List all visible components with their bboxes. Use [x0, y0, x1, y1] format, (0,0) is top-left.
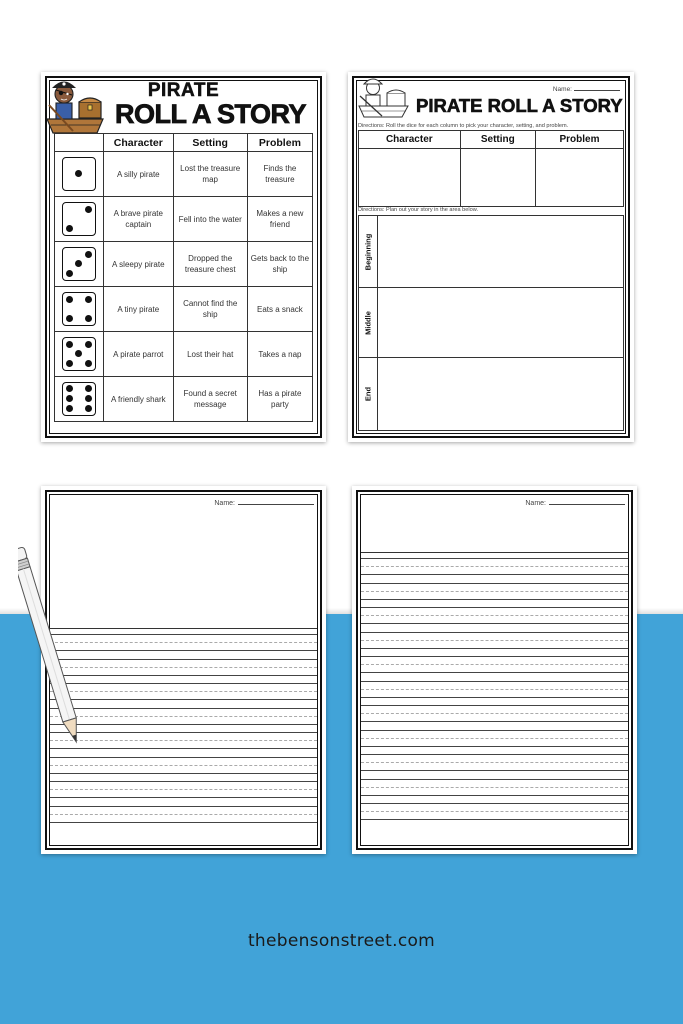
writing-line[interactable] [50, 683, 317, 708]
name-label: Name: [525, 500, 546, 507]
plan-row-beginning[interactable] [359, 216, 623, 288]
header-setting: Setting [173, 134, 247, 152]
name-field[interactable] [553, 86, 620, 93]
die-one-icon [62, 157, 96, 191]
character-cell: A silly pirate [104, 152, 174, 197]
character-cell: A friendly shark [104, 377, 174, 422]
die-column-header [55, 134, 104, 152]
writing-line[interactable] [361, 754, 628, 779]
plan-row-end[interactable] [359, 358, 623, 430]
table-row [55, 197, 313, 242]
roll-a-story-sheet [41, 72, 326, 442]
writing-line[interactable] [50, 708, 317, 733]
name-field[interactable] [214, 500, 314, 507]
plan-label-end: End [363, 386, 373, 402]
handwriting-lines[interactable] [361, 558, 628, 828]
writing-line[interactable] [361, 607, 628, 632]
problem-cell: Takes a nap [247, 332, 312, 377]
writing-sheet-with-picture-box [41, 486, 326, 854]
character-cell: A pirate parrot [104, 332, 174, 377]
header-problem: Problem [247, 134, 312, 152]
sheet-title-top: PIRATE [147, 80, 220, 101]
writing-line[interactable] [361, 583, 628, 608]
story-planner-sheet [348, 72, 634, 442]
writing-line[interactable] [361, 656, 628, 681]
directions-pick: Directions: Roll the dice for each column to pick your character, setting, and problem. [358, 123, 569, 129]
table-row [55, 152, 313, 197]
character-cell: A sleepy pirate [104, 242, 174, 287]
setting-cell: Fell into the water [173, 197, 247, 242]
setting-cell: Found a secret message [173, 377, 247, 422]
writing-line[interactable] [50, 757, 317, 782]
writing-line[interactable] [50, 781, 317, 806]
problem-cell: Has a pirate party [247, 377, 312, 422]
problem-cell: Gets back to the ship [247, 242, 312, 287]
handwriting-lines[interactable] [50, 634, 317, 830]
directions-plan: Directions: Plan out your story in the area below. [358, 207, 479, 213]
writing-line[interactable] [361, 803, 628, 828]
story-plan-box [358, 215, 624, 431]
header-character: Character [359, 131, 461, 149]
website-url[interactable]: thebensonstreet.com [247, 931, 436, 951]
plan-label-beginning: Beginning [363, 233, 373, 271]
header-problem: Problem [536, 131, 624, 149]
die-two-icon [62, 202, 96, 236]
name-label: Name: [214, 500, 235, 507]
roll-table [54, 133, 313, 422]
writing-line[interactable] [361, 779, 628, 804]
name-label: Name: [552, 86, 572, 93]
die-four-icon [62, 292, 96, 326]
plan-label-middle: Middle [363, 311, 373, 335]
writing-sheet-lined [352, 486, 637, 854]
header-character: Character [104, 134, 174, 152]
pirate-boat-icon [356, 76, 412, 120]
writing-line[interactable] [361, 558, 628, 583]
table-row [55, 287, 313, 332]
die-five-icon [62, 337, 96, 371]
writing-line[interactable] [361, 632, 628, 657]
header-divider [361, 552, 628, 553]
writing-line[interactable] [50, 806, 317, 831]
setting-answer-box[interactable] [460, 149, 535, 207]
writing-line[interactable] [361, 681, 628, 706]
pencil-icon [18, 546, 78, 751]
plan-row-middle[interactable] [359, 288, 623, 358]
die-three-icon [62, 247, 96, 281]
writing-line[interactable] [361, 730, 628, 755]
table-row [55, 332, 313, 377]
header-setting: Setting [460, 131, 535, 149]
setting-cell: Lost the treasure map [173, 152, 247, 197]
writing-line[interactable] [50, 634, 317, 659]
problem-cell: Eats a snack [247, 287, 312, 332]
die-six-icon [62, 382, 96, 416]
character-answer-box[interactable] [359, 149, 461, 207]
problem-cell: Finds the treasure [247, 152, 312, 197]
setting-cell: Dropped the treasure chest [173, 242, 247, 287]
problem-answer-box[interactable] [536, 149, 624, 207]
setting-cell: Lost their hat [173, 332, 247, 377]
character-cell: A brave pirate captain [104, 197, 174, 242]
writing-line[interactable] [50, 732, 317, 757]
character-cell: A tiny pirate [104, 287, 174, 332]
problem-cell: Makes a new friend [247, 197, 312, 242]
setting-cell: Cannot find the ship [173, 287, 247, 332]
pirate-boat-icon [43, 75, 109, 137]
pick-table [358, 130, 624, 207]
table-row [55, 242, 313, 287]
sheet-title: ROLL A STORY [114, 99, 306, 129]
picture-box-divider [50, 628, 317, 629]
table-row [55, 377, 313, 422]
name-field[interactable] [525, 500, 625, 507]
writing-line[interactable] [361, 705, 628, 730]
writing-line[interactable] [50, 659, 317, 684]
sheet-title: PIRATE ROLL A STORY [416, 95, 623, 116]
